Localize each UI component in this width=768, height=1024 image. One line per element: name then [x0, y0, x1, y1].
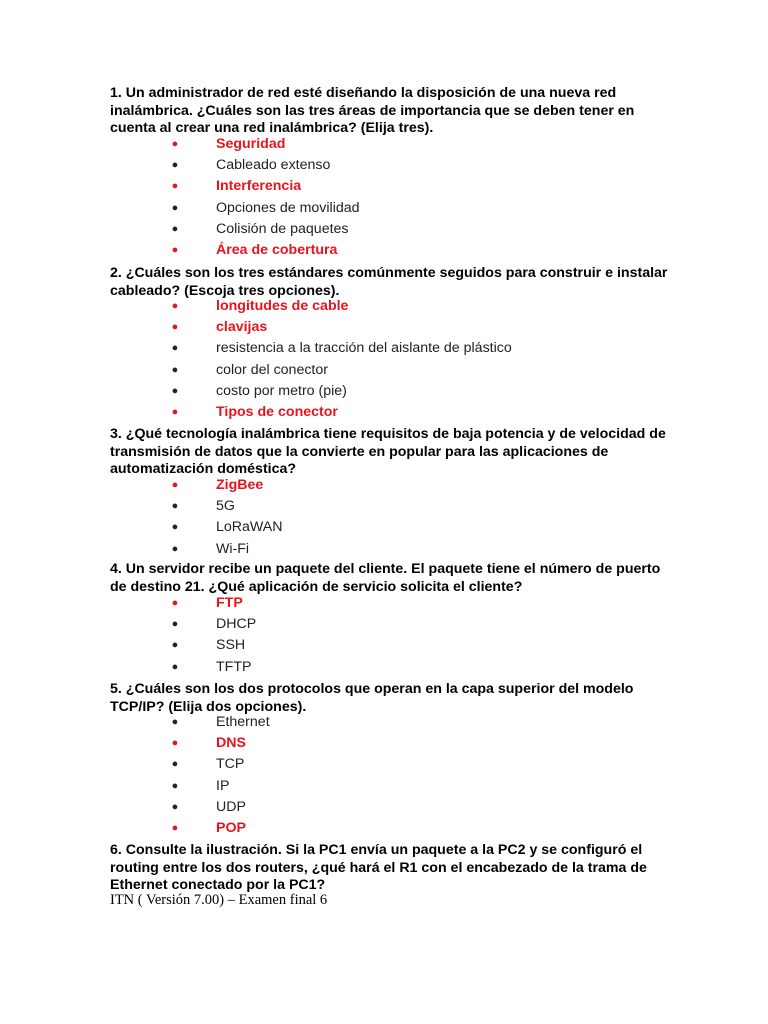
- bullet-icon: ●: [171, 159, 179, 172]
- question-1-options: [0, 134, 768, 261]
- bullet-icon: ●: [171, 821, 179, 834]
- bullet-icon: ●: [171, 716, 179, 728]
- question-3-options: [0, 475, 768, 560]
- bullet-icon: ●: [171, 180, 179, 193]
- bullet-icon: ●: [171, 300, 179, 312]
- question-6-text: 6. Consulte la ilustración. Si la PC1 envía un paquete a la PC2 y se configuró el routing entre los dos routers, ¿qué hará el R1 con el encabezado de la trama de Ethernet conectado por la PC1?: [110, 842, 647, 893]
- option-q1-5: ● Colisión de paquetes: [0, 219, 768, 240]
- option-q4-3: ● SSH: [0, 635, 768, 656]
- bullet-icon: ●: [171, 363, 179, 376]
- option-q3-2: ● 5G: [0, 496, 768, 517]
- option-q2-6: ● Tipos de conector: [0, 402, 768, 423]
- bullet-icon: ●: [171, 243, 179, 256]
- option-q5-2: ● DNS: [0, 733, 768, 754]
- bullet-icon: ●: [171, 521, 179, 534]
- bullet-icon: ●: [171, 500, 179, 513]
- bullet-icon: ●: [171, 138, 179, 150]
- bullet-icon: ●: [171, 342, 179, 355]
- bullet-icon: ●: [171, 737, 179, 750]
- option-q5-1: ● Ethernet: [0, 712, 768, 733]
- question-3-text: 3. ¿Qué tecnología inalámbrica tiene requisitos de baja potencia y de velocidad de transmisión de datos que la convierte en popular para las aplicaciones de automatización doméstica?: [110, 426, 666, 477]
- option-q3-4: ● Wi-Fi: [0, 539, 768, 560]
- question-5-text: 5. ¿Cuáles son los dos protocolos que operan en la capa superior del modelo TCP/IP? (Elija dos opciones).: [110, 681, 634, 715]
- question-2-text: 2. ¿Cuáles son los tres estándares comúnmente seguidos para construir e instalar cableado? (Escoja tres opciones).: [110, 265, 668, 299]
- option-q2-3: ● resistencia a la tracción del aislante de plástico: [0, 338, 768, 359]
- option-q1-3: ● Interferencia: [0, 176, 768, 197]
- option-q1-4: ● Opciones de movilidad: [0, 198, 768, 219]
- option-q4-2: ● DHCP: [0, 614, 768, 635]
- bullet-icon: ●: [171, 405, 179, 418]
- bullet-icon: ●: [171, 321, 179, 334]
- bullet-icon: ●: [171, 479, 179, 491]
- option-q1-2: ● Cableado extenso: [0, 155, 768, 176]
- option-q2-2: ● clavijas: [0, 317, 768, 338]
- bullet-icon: ●: [171, 639, 179, 652]
- question-1-text: 1. Un administrador de red esté diseñando la disposición de una nueva red inalámbrica. ¿Cuáles son las tres áreas de importancia que se deben tener en cuenta al crear una red inalámbrica? (Elija tres).: [110, 85, 635, 136]
- bullet-icon: ●: [171, 758, 179, 771]
- option-q5-6: ● POP: [0, 818, 768, 839]
- bullet-icon: ●: [171, 201, 179, 214]
- bullet-icon: ●: [171, 222, 179, 235]
- bullet-icon: ●: [171, 800, 179, 813]
- option-q5-5: ● UDP: [0, 797, 768, 818]
- option-q4-1: ● FTP: [0, 593, 768, 614]
- option-q2-1: ● longitudes de cable: [0, 296, 768, 317]
- question-2-options: [0, 296, 768, 423]
- document-footer: ITN ( Versión 7.00) – Examen final 6: [110, 892, 328, 908]
- bullet-icon: ●: [171, 660, 179, 673]
- bullet-icon: ●: [171, 779, 179, 792]
- option-q2-5: ● costo por metro (pie): [0, 381, 768, 402]
- option-q1-6: ● Área de cobertura: [0, 240, 768, 261]
- option-q2-4: ● color del conector: [0, 360, 768, 381]
- question-5-options: [0, 712, 768, 839]
- question-4-text: 4. Un servidor recibe un paquete del cliente. El paquete tiene el número de puerto de destino 21. ¿Qué aplicación de servicio solicita el cliente?: [110, 561, 661, 595]
- option-q1-1: ● Seguridad: [0, 134, 768, 155]
- option-q4-4: ● TFTP: [0, 657, 768, 678]
- option-q5-4: ● IP: [0, 776, 768, 797]
- option-q3-1: ● ZigBee: [0, 475, 768, 496]
- option-q5-3: ● TCP: [0, 754, 768, 775]
- bullet-icon: ●: [171, 384, 179, 397]
- bullet-icon: ●: [171, 542, 179, 555]
- option-q3-3: ● LoRaWAN: [0, 517, 768, 538]
- question-4-options: [0, 593, 768, 678]
- bullet-icon: ●: [171, 597, 179, 609]
- bullet-icon: ●: [171, 618, 179, 631]
